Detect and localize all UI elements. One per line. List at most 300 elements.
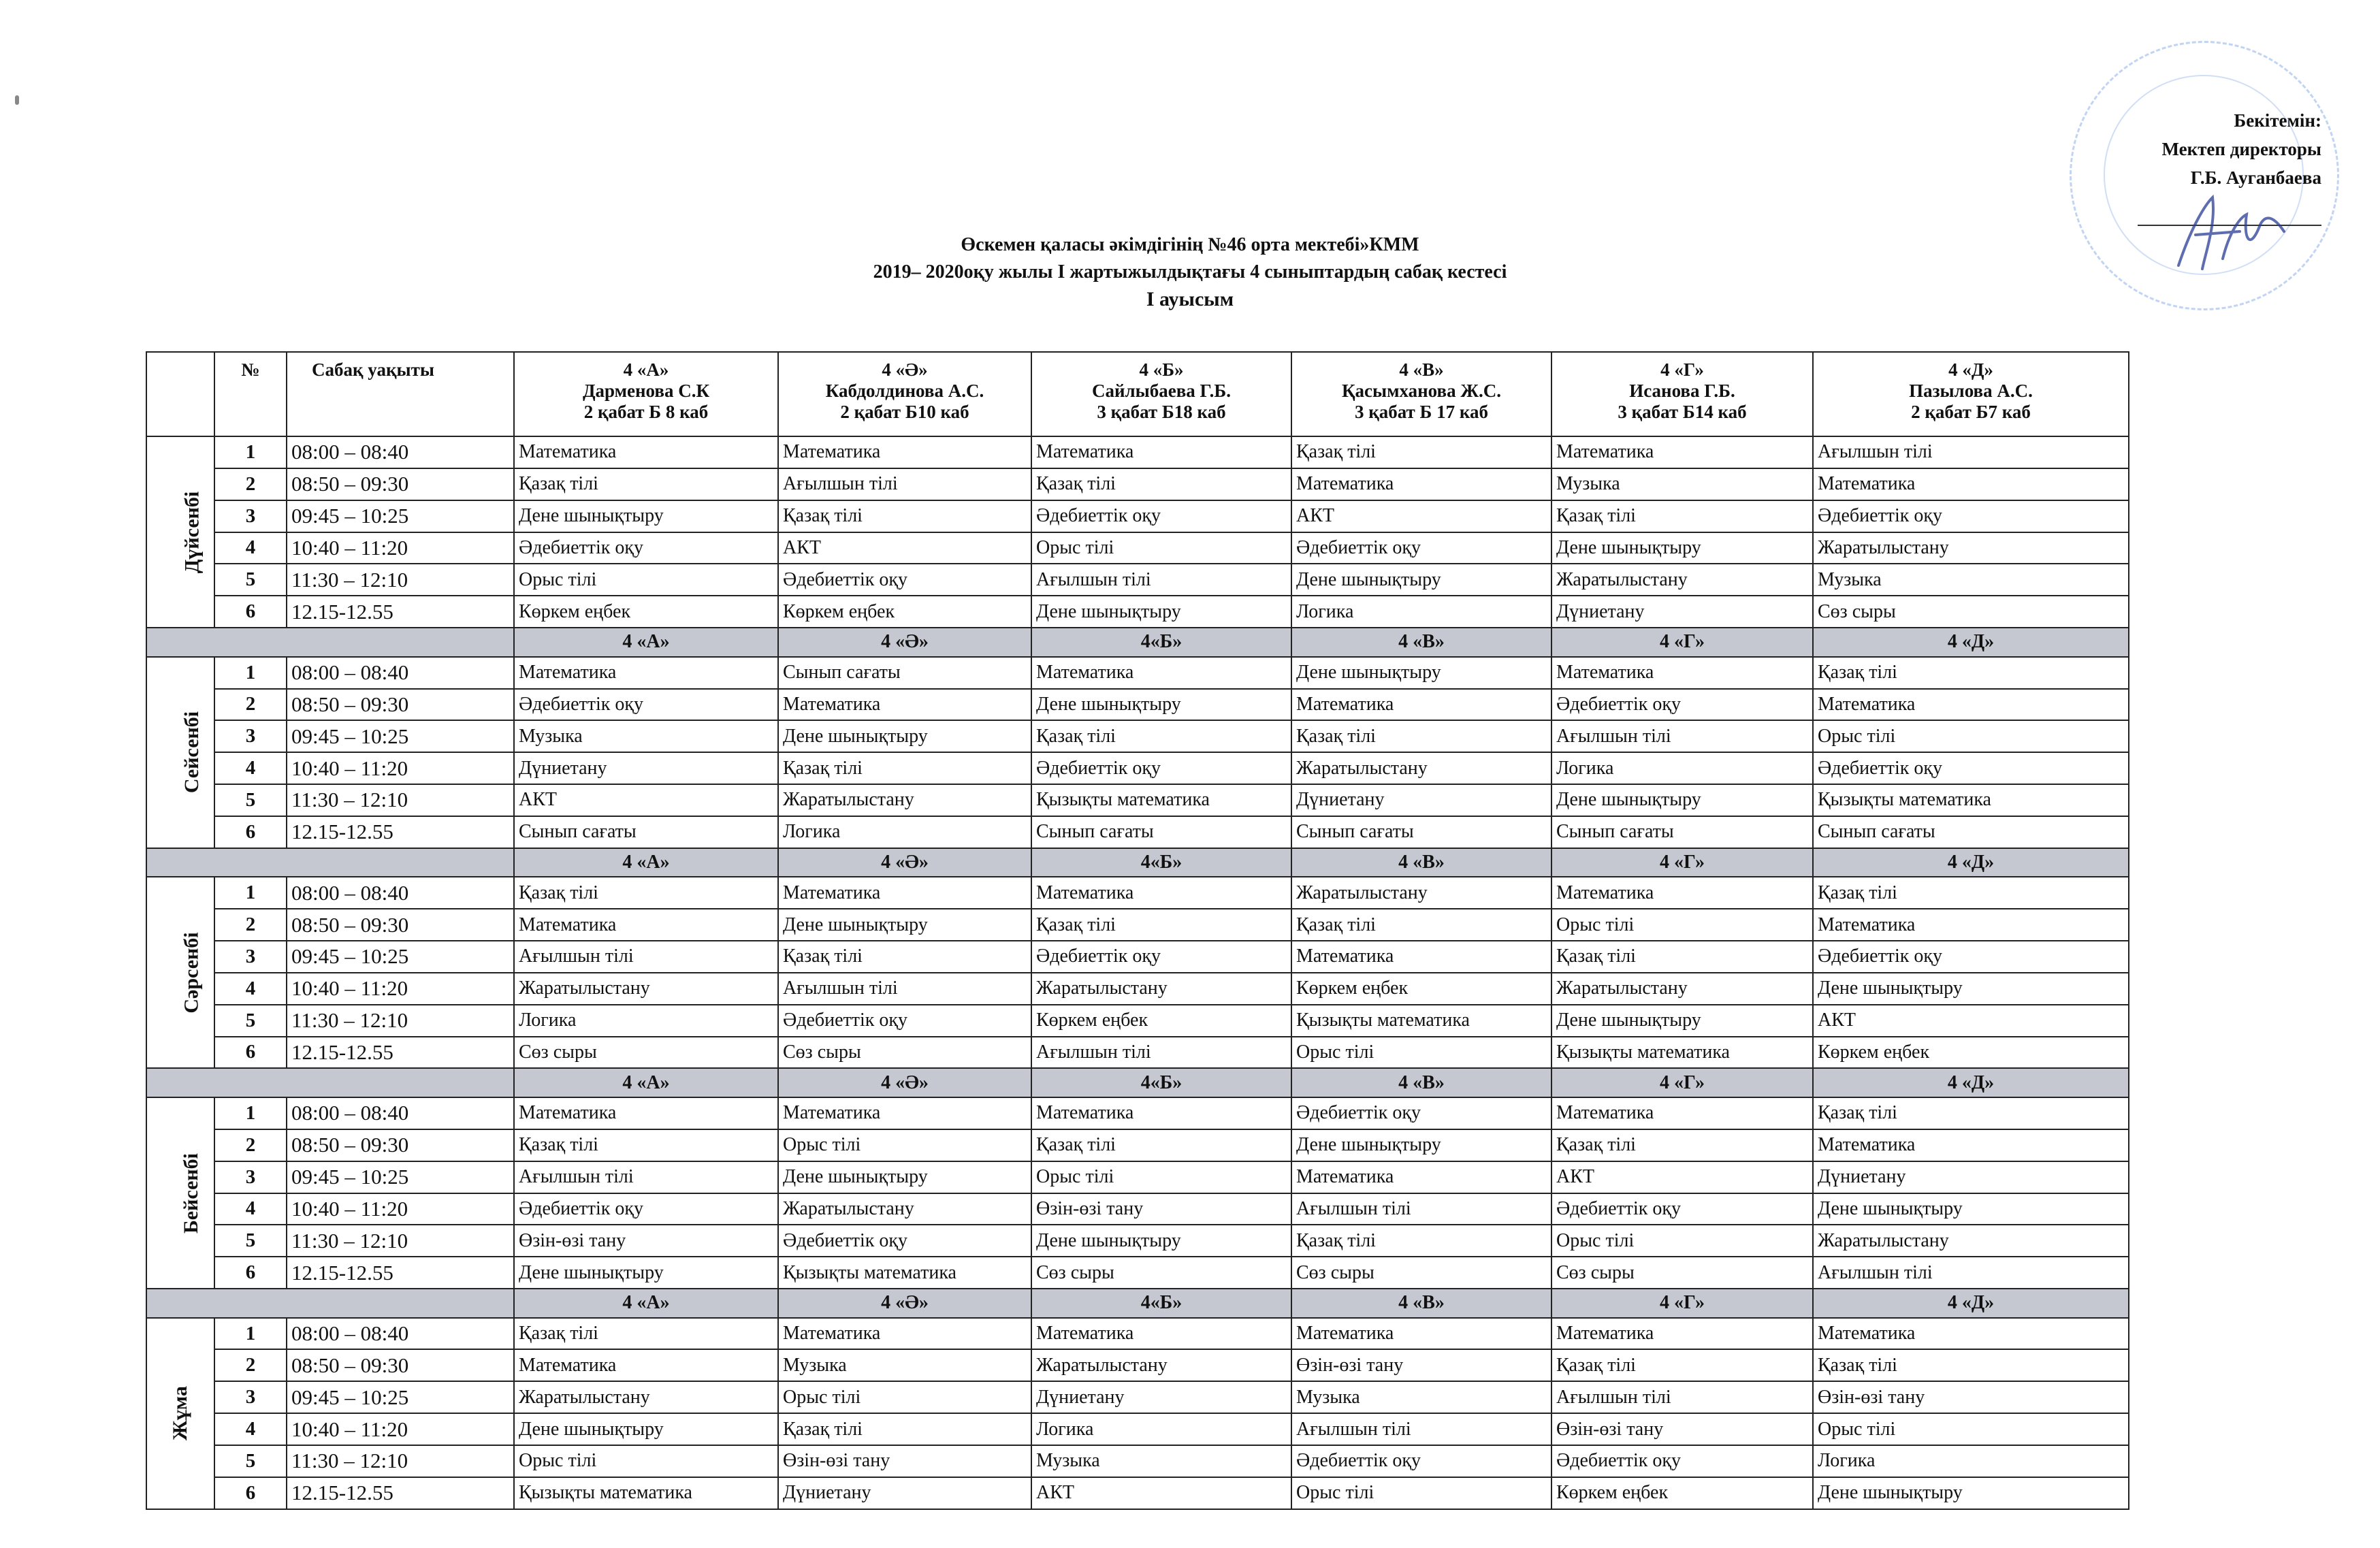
lesson-number: 6 xyxy=(214,1257,287,1289)
lesson-number: 5 xyxy=(214,1005,287,1037)
separator-blank xyxy=(146,1068,514,1097)
subject-cell: Қазақ тілі xyxy=(1551,500,1813,532)
subject-cell: Логика xyxy=(514,1005,778,1037)
subject-cell: Қазақ тілі xyxy=(1813,657,2129,689)
lesson-time: 11:30 – 12:10 xyxy=(287,784,514,816)
subject-cell: Әдебиеттік оқу xyxy=(1031,500,1291,532)
subject-cell: Математика xyxy=(1291,1318,1551,1350)
table-row xyxy=(146,1161,2129,1193)
subject-cell: Өзін-өзі тану xyxy=(514,1225,778,1257)
table-row xyxy=(146,532,2129,564)
subject-cell: Математика xyxy=(1031,436,1291,468)
subject-cell: Қызықты математика xyxy=(778,1257,1031,1289)
subject-cell: Қызықты математика xyxy=(1031,784,1291,816)
subject-cell: Музыка xyxy=(1551,468,1813,500)
subject-cell: Әдебиеттік оқу xyxy=(514,689,778,721)
subject-cell: Жаратылыстану xyxy=(778,784,1031,816)
table-row xyxy=(146,784,2129,816)
table-row xyxy=(146,564,2129,596)
subject-cell: Сынып сағаты xyxy=(1031,816,1291,848)
subject-cell: Ағылшын тілі xyxy=(1813,1257,2129,1289)
subject-cell: Дүниетану xyxy=(1031,1381,1291,1413)
subject-cell: Дене шынықтыру xyxy=(1551,1005,1813,1037)
lesson-time: 08:50 – 09:30 xyxy=(287,909,514,941)
table-row xyxy=(146,752,2129,784)
subject-cell: Математика xyxy=(514,657,778,689)
subject-cell: Дене шынықтыру xyxy=(778,1161,1031,1193)
lesson-number: 3 xyxy=(214,500,287,532)
subject-cell: Ағылшын тілі xyxy=(1551,1381,1813,1413)
subject-cell: Логика xyxy=(1551,752,1813,784)
subject-cell: Қазақ тілі xyxy=(1551,1129,1813,1161)
subject-cell: Қазақ тілі xyxy=(778,752,1031,784)
day-name: Дүйсенбі xyxy=(180,491,204,573)
lesson-number: 1 xyxy=(214,657,287,689)
lesson-time: 08:00 – 08:40 xyxy=(287,877,514,909)
separator-class-label: 4 «В» xyxy=(1291,628,1551,657)
lesson-time: 10:40 – 11:20 xyxy=(287,973,514,1005)
approval-line-director: Г.Б. Ауганбаева xyxy=(2190,167,2321,188)
subject-cell: Дене шынықтыру xyxy=(1813,973,2129,1005)
subject-cell: Жаратылыстану xyxy=(1813,1225,2129,1257)
lesson-number: 6 xyxy=(214,816,287,848)
day-name: Жұма xyxy=(169,1386,191,1441)
subject-cell: Орыс тілі xyxy=(1291,1037,1551,1069)
subject-cell: Дене шынықтыру xyxy=(1551,784,1813,816)
separator-class-label: 4«Б» xyxy=(1031,1068,1291,1097)
separator-class-label: 4 «Г» xyxy=(1551,848,1813,877)
subject-cell: АКТ xyxy=(1813,1005,2129,1037)
header-class-ae: 4 «Ә» Кабдолдинова А.С. 2 қабат Б10 каб xyxy=(778,352,1031,436)
subject-cell: Сынып сағаты xyxy=(514,816,778,848)
subject-cell: Жаратылыстану xyxy=(1291,877,1551,909)
lesson-number: 2 xyxy=(214,1129,287,1161)
lesson-time: 12.15-12.55 xyxy=(287,596,514,628)
subject-cell: АКТ xyxy=(778,532,1031,564)
lesson-number: 5 xyxy=(214,1225,287,1257)
lesson-time: 08:50 – 09:30 xyxy=(287,689,514,721)
subject-cell: Орыс тілі xyxy=(1813,720,2129,752)
separator-class-label: 4 «Д» xyxy=(1813,848,2129,877)
class-separator-row xyxy=(146,1289,2129,1318)
subject-cell: АКТ xyxy=(1031,1477,1291,1509)
subject-cell: Қазақ тілі xyxy=(778,941,1031,973)
subject-cell: Көркем еңбек xyxy=(1291,973,1551,1005)
subject-cell: Математика xyxy=(1291,1161,1551,1193)
subject-cell: Логика xyxy=(1813,1445,2129,1477)
subject-cell: Қазақ тілі xyxy=(1291,1225,1551,1257)
subject-cell: Ағылшын тілі xyxy=(1551,720,1813,752)
separator-blank xyxy=(146,628,514,657)
subject-cell: Орыс тілі xyxy=(514,564,778,596)
subject-cell: АКТ xyxy=(1551,1161,1813,1193)
separator-class-label: 4 «Ә» xyxy=(778,848,1031,877)
approval-line-approve: Бекітемін: xyxy=(2234,110,2321,131)
subject-cell: Дене шынықтыру xyxy=(514,1257,778,1289)
subject-cell: Дүниетану xyxy=(1291,784,1551,816)
subject-cell: Математика xyxy=(1291,689,1551,721)
separator-class-label: 4«Б» xyxy=(1031,1289,1291,1318)
subject-cell: Математика xyxy=(1551,657,1813,689)
lesson-number: 1 xyxy=(214,877,287,909)
lesson-number: 6 xyxy=(214,596,287,628)
lesson-time: 10:40 – 11:20 xyxy=(287,1413,514,1445)
subject-cell: Математика xyxy=(1031,1318,1291,1350)
lesson-number: 2 xyxy=(214,909,287,941)
day-cell xyxy=(146,1318,214,1509)
subject-cell: Қызықты математика xyxy=(1291,1005,1551,1037)
lesson-time: 08:00 – 08:40 xyxy=(287,1318,514,1350)
subject-cell: Дене шынықтыру xyxy=(1031,1225,1291,1257)
lesson-number: 3 xyxy=(214,941,287,973)
subject-cell: Әдебиеттік оқу xyxy=(778,1225,1031,1257)
lesson-time: 10:40 – 11:20 xyxy=(287,532,514,564)
subject-cell: Математика xyxy=(778,1097,1031,1129)
subject-cell: Ағылшын тілі xyxy=(514,941,778,973)
separator-class-label: 4 «А» xyxy=(514,628,778,657)
subject-cell: Жаратылыстану xyxy=(514,1381,778,1413)
subject-cell: Өзін-өзі тану xyxy=(1551,1413,1813,1445)
subject-cell: Математика xyxy=(514,436,778,468)
subject-cell: Орыс тілі xyxy=(1813,1413,2129,1445)
lesson-number: 1 xyxy=(214,1318,287,1350)
subject-cell: Дене шынықтыру xyxy=(1031,689,1291,721)
subject-cell: Жаратылыстану xyxy=(1031,973,1291,1005)
separator-class-label: 4 «В» xyxy=(1291,1068,1551,1097)
header-class-a: 4 «А» Дарменова С.К 2 қабат Б 8 каб xyxy=(514,352,778,436)
subject-cell: Математика xyxy=(1031,1097,1291,1129)
subject-cell: Сөз сыры xyxy=(778,1037,1031,1069)
subject-cell: Дүниетану xyxy=(514,752,778,784)
table-row xyxy=(146,1097,2129,1129)
subject-cell: Математика xyxy=(1813,909,2129,941)
school-title: Өскемен қаласы әкімдігінің №46 орта мектебі»КММ xyxy=(961,234,1419,255)
subject-cell: Ағылшын тілі xyxy=(1031,1037,1291,1069)
subject-cell: Математика xyxy=(1813,1129,2129,1161)
subject-cell: Дене шынықтыру xyxy=(1291,657,1551,689)
subject-cell: Сынып сағаты xyxy=(1813,816,2129,848)
subject-cell: Жаратылыстану xyxy=(1813,532,2129,564)
subject-cell: Қазақ тілі xyxy=(1551,941,1813,973)
subject-cell: Орыс тілі xyxy=(778,1129,1031,1161)
table-row xyxy=(146,657,2129,689)
subject-cell: Математика xyxy=(1551,1318,1813,1350)
shift-title: І ауысым xyxy=(1146,288,1234,310)
day-cell xyxy=(146,657,214,848)
subject-cell: Қазақ тілі xyxy=(514,1318,778,1350)
subject-cell: Дене шынықтыру xyxy=(514,500,778,532)
separator-class-label: 4 «В» xyxy=(1291,1289,1551,1318)
subject-cell: Ағылшын тілі xyxy=(778,973,1031,1005)
subject-cell: Қазақ тілі xyxy=(1813,877,2129,909)
day-name: Сейсенбі xyxy=(180,711,204,794)
lesson-time: 08:50 – 09:30 xyxy=(287,1129,514,1161)
subject-cell: Қазақ тілі xyxy=(514,1129,778,1161)
subject-cell: Жаратылыстану xyxy=(1551,564,1813,596)
subject-cell: Жаратылыстану xyxy=(514,973,778,1005)
lesson-number: 4 xyxy=(214,532,287,564)
subject-cell: Қазақ тілі xyxy=(1291,720,1551,752)
subject-cell: Ағылшын тілі xyxy=(1813,436,2129,468)
separator-class-label: 4 «А» xyxy=(514,1289,778,1318)
separator-class-label: 4 «Г» xyxy=(1551,1289,1813,1318)
separator-class-label: 4 «Ә» xyxy=(778,1068,1031,1097)
table-row xyxy=(146,689,2129,721)
subject-cell: Әдебиеттік оқу xyxy=(1291,532,1551,564)
subject-cell: Ағылшын тілі xyxy=(1291,1413,1551,1445)
subject-cell: Әдебиеттік оқу xyxy=(514,1193,778,1225)
lesson-number: 2 xyxy=(214,468,287,500)
subject-cell: Математика xyxy=(514,1349,778,1381)
lesson-time: 11:30 – 12:10 xyxy=(287,1005,514,1037)
table-row xyxy=(146,1257,2129,1289)
table-row xyxy=(146,1349,2129,1381)
table-row xyxy=(146,500,2129,532)
subject-cell: Орыс тілі xyxy=(1031,1161,1291,1193)
subject-cell: Әдебиеттік оқу xyxy=(1813,500,2129,532)
subject-cell: Сөз сыры xyxy=(1813,596,2129,628)
lesson-time: 09:45 – 10:25 xyxy=(287,1161,514,1193)
separator-class-label: 4 «Ә» xyxy=(778,1289,1031,1318)
subject-cell: Дене шынықтыру xyxy=(514,1413,778,1445)
subject-cell: Математика xyxy=(1551,1097,1813,1129)
table-row xyxy=(146,1037,2129,1069)
subject-cell: Қазақ тілі xyxy=(778,500,1031,532)
subject-cell: Логика xyxy=(778,816,1031,848)
header-class-v: 4 «В» Қасымханова Ж.С. 3 қабат Б 17 каб xyxy=(1291,352,1551,436)
table-row xyxy=(146,1129,2129,1161)
subject-cell: Жаратылыстану xyxy=(778,1193,1031,1225)
subject-cell: Қазақ тілі xyxy=(1031,720,1291,752)
day-name: Сәрсенбі xyxy=(180,932,203,1014)
table-row xyxy=(146,1413,2129,1445)
subject-cell: Қызықты математика xyxy=(1813,784,2129,816)
subject-cell: Математика xyxy=(778,877,1031,909)
subject-cell: Қазақ тілі xyxy=(1031,1129,1291,1161)
subject-cell: Математика xyxy=(514,1097,778,1129)
separator-class-label: 4 «Д» xyxy=(1813,1289,2129,1318)
lesson-time: 09:45 – 10:25 xyxy=(287,1381,514,1413)
table-row xyxy=(146,1477,2129,1509)
subject-cell: Жаратылыстану xyxy=(1031,1349,1291,1381)
lesson-number: 3 xyxy=(214,720,287,752)
lesson-time: 10:40 – 11:20 xyxy=(287,752,514,784)
lesson-time: 08:00 – 08:40 xyxy=(287,657,514,689)
subject-cell: Дене шынықтыру xyxy=(778,909,1031,941)
subject-cell: Көркем еңбек xyxy=(1551,1477,1813,1509)
subject-cell: Орыс тілі xyxy=(514,1445,778,1477)
subject-cell: Әдебиеттік оқу xyxy=(1291,1097,1551,1129)
subject-cell: Математика xyxy=(778,436,1031,468)
day-name: Бейсенбі xyxy=(180,1152,203,1233)
subject-cell: Өзін-өзі тану xyxy=(1291,1349,1551,1381)
lesson-time: 09:45 – 10:25 xyxy=(287,720,514,752)
lesson-time: 12.15-12.55 xyxy=(287,816,514,848)
subject-cell: Көркем еңбек xyxy=(1813,1037,2129,1069)
lesson-number: 5 xyxy=(214,564,287,596)
subject-cell: Әдебиеттік оқу xyxy=(1551,689,1813,721)
subject-cell: Әдебиеттік оқу xyxy=(1031,752,1291,784)
subject-cell: Дүниетану xyxy=(1551,596,1813,628)
lesson-number: 6 xyxy=(214,1477,287,1509)
subject-cell: Ағылшын тілі xyxy=(1031,564,1291,596)
subject-cell: Орыс тілі xyxy=(1551,1225,1813,1257)
header-day-blank xyxy=(146,352,214,436)
separator-class-label: 4 «Д» xyxy=(1813,628,2129,657)
subject-cell: Өзін-өзі тану xyxy=(1031,1193,1291,1225)
table-row xyxy=(146,1225,2129,1257)
lesson-time: 09:45 – 10:25 xyxy=(287,500,514,532)
subject-cell: Өзін-өзі тану xyxy=(778,1445,1031,1477)
subject-cell: Қазақ тілі xyxy=(778,1413,1031,1445)
subject-cell: Әдебиеттік оқу xyxy=(1031,941,1291,973)
lesson-time: 11:30 – 12:10 xyxy=(287,564,514,596)
separator-class-label: 4 «Ә» xyxy=(778,628,1031,657)
subject-cell: Ағылшын тілі xyxy=(514,1161,778,1193)
schedule-title: 2019– 2020оқу жылы І жартыжылдықтағы 4 сыныптардың сабақ кестесі xyxy=(873,261,1507,283)
subject-cell: Математика xyxy=(778,1318,1031,1350)
lesson-time: 09:45 – 10:25 xyxy=(287,941,514,973)
table-row xyxy=(146,973,2129,1005)
table-row xyxy=(146,1381,2129,1413)
table-row xyxy=(146,596,2129,628)
lesson-number: 4 xyxy=(214,973,287,1005)
subject-cell: Музыка xyxy=(1813,564,2129,596)
lesson-number: 3 xyxy=(214,1381,287,1413)
header-time: Сабақ уақыты xyxy=(287,352,514,436)
class-separator-row xyxy=(146,1068,2129,1097)
subject-cell: Музыка xyxy=(1031,1445,1291,1477)
subject-cell: Әдебиеттік оқу xyxy=(778,564,1031,596)
subject-cell: Қазақ тілі xyxy=(1551,1349,1813,1381)
subject-cell: Дене шынықтыру xyxy=(1551,532,1813,564)
subject-cell: Орыс тілі xyxy=(1551,909,1813,941)
header-class-g: 4 «Г» Исанова Г.Б. 3 қабат Б14 каб xyxy=(1551,352,1813,436)
subject-cell: Ағылшын тілі xyxy=(778,468,1031,500)
subject-cell: Қазақ тілі xyxy=(1031,909,1291,941)
subject-cell: Орыс тілі xyxy=(778,1381,1031,1413)
subject-cell: Логика xyxy=(1031,1413,1291,1445)
table-row xyxy=(146,877,2129,909)
subject-cell: Математика xyxy=(514,909,778,941)
subject-cell: Қазақ тілі xyxy=(1813,1349,2129,1381)
lesson-number: 5 xyxy=(214,1445,287,1477)
subject-cell: Сынып сағаты xyxy=(778,657,1031,689)
subject-cell: Математика xyxy=(1031,657,1291,689)
header-class-d: 4 «Д» Пазылова А.С. 2 қабат Б7 каб xyxy=(1813,352,2129,436)
header-num: № xyxy=(214,352,287,436)
table-row xyxy=(146,436,2129,468)
lesson-time: 12.15-12.55 xyxy=(287,1477,514,1509)
lesson-number: 2 xyxy=(214,1349,287,1381)
subject-cell: Музыка xyxy=(1291,1381,1551,1413)
lesson-number: 4 xyxy=(214,1413,287,1445)
day-cell xyxy=(146,1097,214,1289)
table-row xyxy=(146,1445,2129,1477)
approval-block xyxy=(2063,106,2321,192)
subject-cell: Музыка xyxy=(778,1349,1031,1381)
subject-cell: Қазақ тілі xyxy=(514,877,778,909)
subject-cell: Дене шынықтыру xyxy=(1031,596,1291,628)
subject-cell: Сөз сыры xyxy=(1291,1257,1551,1289)
lesson-number: 1 xyxy=(214,1097,287,1129)
subject-cell: Әдебиеттік оқу xyxy=(778,1005,1031,1037)
subject-cell: Математика xyxy=(1813,1318,2129,1350)
lesson-time: 08:50 – 09:30 xyxy=(287,1349,514,1381)
subject-cell: Логика xyxy=(1291,596,1551,628)
document-titles xyxy=(0,231,2380,313)
day-cell xyxy=(146,436,214,628)
separator-class-label: 4 «Д» xyxy=(1813,1068,2129,1097)
subject-cell: Ағылшын тілі xyxy=(1291,1193,1551,1225)
subject-cell: Математика xyxy=(1551,877,1813,909)
separator-blank xyxy=(146,1289,514,1318)
subject-cell: Дене шынықтыру xyxy=(1813,1477,2129,1509)
lesson-time: 11:30 – 12:10 xyxy=(287,1445,514,1477)
subject-cell: АКТ xyxy=(1291,500,1551,532)
table-row xyxy=(146,1193,2129,1225)
subject-cell: Сөз сыры xyxy=(1551,1257,1813,1289)
table-row xyxy=(146,941,2129,973)
table-row xyxy=(146,720,2129,752)
lesson-number: 4 xyxy=(214,1193,287,1225)
subject-cell: Математика xyxy=(778,689,1031,721)
table-row xyxy=(146,468,2129,500)
subject-cell: Әдебиеттік оқу xyxy=(1551,1193,1813,1225)
subject-cell: Дүниетану xyxy=(778,1477,1031,1509)
subject-cell: Қазақ тілі xyxy=(1813,1097,2129,1129)
table-row xyxy=(146,909,2129,941)
separator-class-label: 4 «А» xyxy=(514,1068,778,1097)
subject-cell: Дене шынықтыру xyxy=(1291,1129,1551,1161)
lesson-number: 3 xyxy=(214,1161,287,1193)
subject-cell: Математика xyxy=(1551,436,1813,468)
day-cell xyxy=(146,877,214,1068)
subject-cell: Әдебиеттік оқу xyxy=(1813,752,2129,784)
subject-cell: Қазақ тілі xyxy=(514,468,778,500)
subject-cell: Қазақ тілі xyxy=(1291,436,1551,468)
approval-line-position: Мектеп директоры xyxy=(2161,139,2321,159)
subject-cell: Сынып сағаты xyxy=(1551,816,1813,848)
lesson-time: 12.15-12.55 xyxy=(287,1257,514,1289)
subject-cell: Музыка xyxy=(514,720,778,752)
table-row xyxy=(146,1005,2129,1037)
subject-cell: Математика xyxy=(1031,877,1291,909)
subject-cell: Қазақ тілі xyxy=(1291,909,1551,941)
table-header-row xyxy=(146,352,2129,436)
subject-cell: Әдебиеттік оқу xyxy=(1291,1445,1551,1477)
subject-cell: Көркем еңбек xyxy=(1031,1005,1291,1037)
subject-cell: Көркем еңбек xyxy=(514,596,778,628)
lesson-number: 1 xyxy=(214,436,287,468)
class-separator-row xyxy=(146,848,2129,877)
lesson-time: 08:00 – 08:40 xyxy=(287,1097,514,1129)
subject-cell: Сөз сыры xyxy=(1031,1257,1291,1289)
lesson-number: 4 xyxy=(214,752,287,784)
subject-cell: Қызықты математика xyxy=(514,1477,778,1509)
subject-cell: Дүниетану xyxy=(1813,1161,2129,1193)
subject-cell: Өзін-өзі тану xyxy=(1813,1381,2129,1413)
header-class-b: 4 «Б» Сайлыбаева Г.Б. 3 қабат Б18 каб xyxy=(1031,352,1291,436)
separator-class-label: 4 «Г» xyxy=(1551,1068,1813,1097)
subject-cell: Қызықты математика xyxy=(1551,1037,1813,1069)
subject-cell: Орыс тілі xyxy=(1291,1477,1551,1509)
separator-class-label: 4 «В» xyxy=(1291,848,1551,877)
subject-cell: Көркем еңбек xyxy=(778,596,1031,628)
subject-cell: Дене шынықтыру xyxy=(1813,1193,2129,1225)
lesson-time: 11:30 – 12:10 xyxy=(287,1225,514,1257)
class-separator-row xyxy=(146,628,2129,657)
